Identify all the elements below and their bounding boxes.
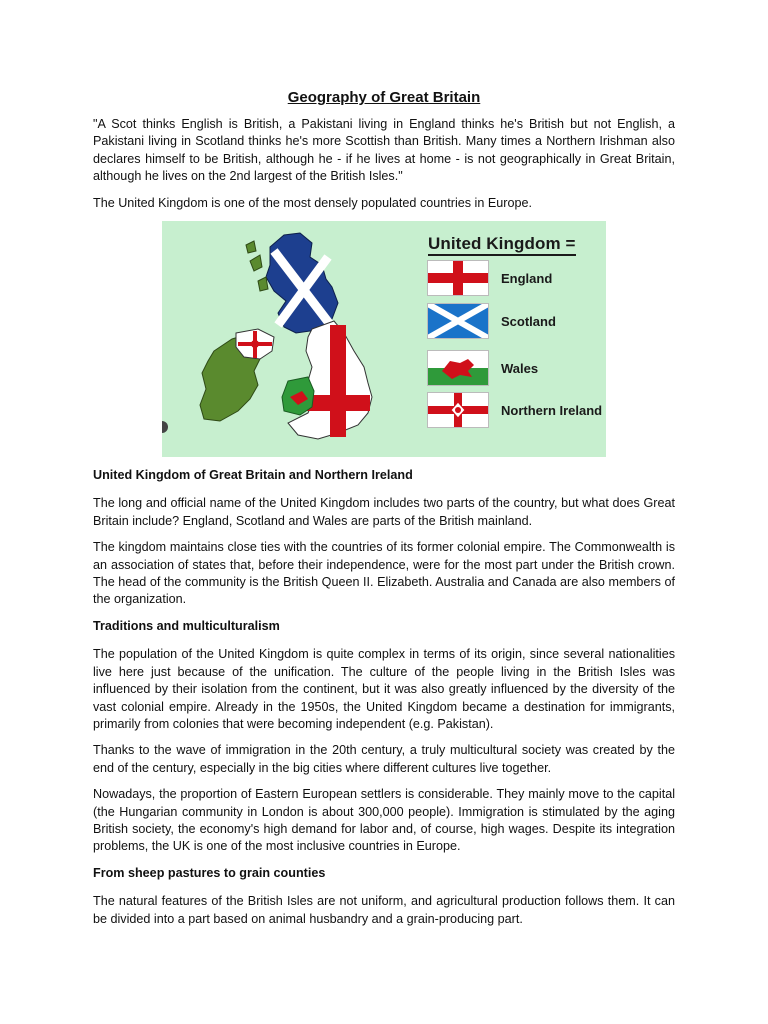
page-edge-mark bbox=[162, 421, 168, 433]
legend-row-wales bbox=[427, 351, 538, 385]
paragraph: Nowadays, the proportion of Eastern European settlers is considerable. They mainly move to the capital (the Hungarian community in London is about 300,000 people). Immigration is stimulated by the aging British society, the economy's high demand for labor and, of course, high wages. Despite its integration problems, the UK is one of the most inclusive countries in Europe. bbox=[93, 787, 675, 854]
legend-row-scotland bbox=[427, 304, 556, 338]
legend-label-northern-ireland: Northern Ireland bbox=[501, 402, 603, 418]
legend-row-northern-ireland bbox=[427, 393, 602, 427]
paragraph: Thanks to the wave of immigration in the 20th century, a truly multicultural society was created by the end of the century, especially in the big cities where different cultures live together. bbox=[93, 743, 675, 775]
document-body bbox=[93, 88, 675, 937]
legend-label-scotland: Scotland bbox=[501, 313, 556, 329]
england-flag-icon bbox=[427, 260, 489, 296]
wales-flag-icon bbox=[427, 350, 489, 386]
legend-row-england bbox=[427, 261, 552, 295]
page-title: Geography of Great Britain bbox=[287, 89, 481, 106]
intro-quote: "A Scot thinks English is British, a Pakistani living in England thinks he's British but not English, a Pakistani living in Scotland thinks he's more Scottish than British. Many times a Northern Irishman also declares himself to be British, although he - if he lives at home - is not geographically in Great Britain, although he lives on the 2nd largest of the British Isles." bbox=[93, 117, 675, 184]
paragraph: The kingdom maintains close ties with the countries of its former colonial empire. The Commonwealth is an association of states that, before their independence, were for the most part under the British crown. The head of the community is the British Queen II. Elizabeth. Australia and Canada are also members of the organization. bbox=[93, 540, 675, 607]
section-heading-uk: United Kingdom of Great Britain and Northern Ireland bbox=[93, 468, 413, 483]
legend-label-wales: Wales bbox=[501, 360, 539, 376]
paragraph: The natural features of the British Isles are not uniform, and agricultural production follows them. It can be divided into a part based on animal husbandry and a grain-producing part. bbox=[93, 894, 675, 926]
scottish-island bbox=[246, 241, 256, 253]
paragraph: The long and official name of the United Kingdom includes two parts of the country, but what does Great Britain include? England, Scotland and Wales are parts of the British mainland. bbox=[93, 496, 675, 528]
legend-label-england: England bbox=[501, 270, 553, 286]
section-heading-traditions: Traditions and multiculturalism bbox=[93, 618, 280, 633]
section-heading-farming: From sheep pastures to grain counties bbox=[93, 865, 326, 880]
scottish-island bbox=[250, 255, 262, 271]
intro-density: The United Kingdom is one of the most densely populated countries in Europe. bbox=[93, 195, 532, 210]
paragraph: The population of the United Kingdom is quite complex in terms of its origin, since several nationalities live here just because of the unification. The culture of the people living in the British Isles was influenced by their isolation from the continent, but it was also greatly influenced by the diversity of the vast colonial empire. Already in the 1950s, the United Kingdom became a destination for immigrants, primarily from colonies that were becoming independent (e.g. Pakistan). bbox=[93, 647, 675, 731]
scotland-flag-icon bbox=[427, 303, 489, 339]
figure-title: United Kingdom = bbox=[428, 234, 576, 256]
scottish-island bbox=[258, 277, 268, 291]
uk-map-figure bbox=[162, 221, 606, 457]
northern-ireland-flag-icon bbox=[427, 392, 489, 428]
